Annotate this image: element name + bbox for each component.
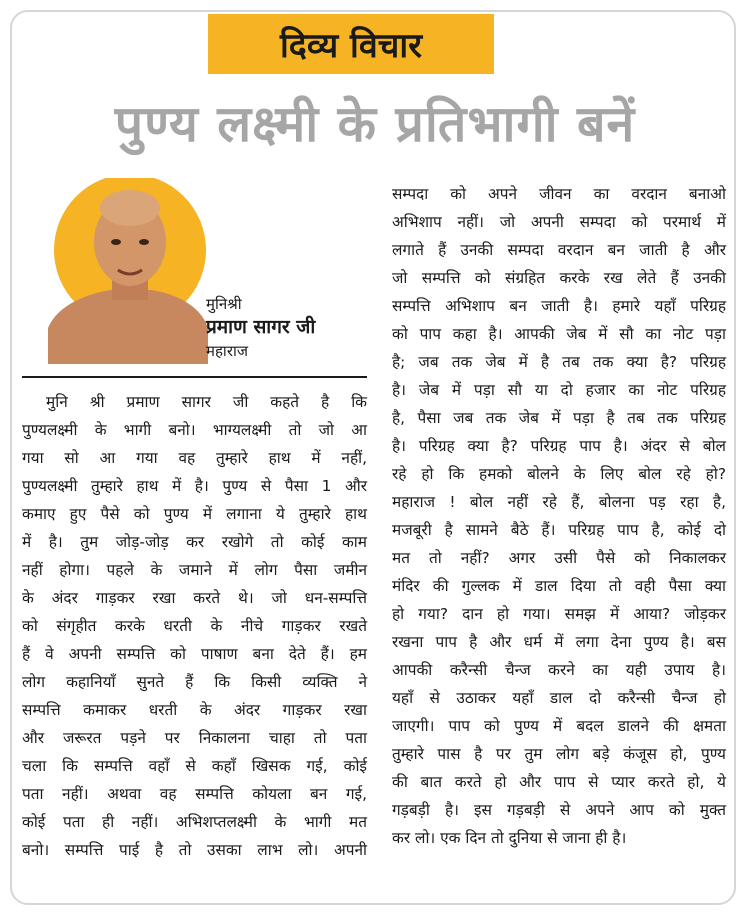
article-line: कमाए हुए पैसे को पुण्य में लगाना ये तुम्हारे हाथ xyxy=(22,505,367,523)
article-line: जाएगी। पाप को पुण्य में बदल डालने की क्षमता xyxy=(392,717,726,735)
article-line: यहाँ से उठाकर यहाँ डाल दो करैन्सी चैन्ज हो xyxy=(392,689,726,707)
article-line: लगाते हैं उनकी सम्पदा वरदान बन जाती है और xyxy=(392,241,726,259)
article-line: पता नहीं। अथवा वह सम्पत्ति कोयला बन गई, xyxy=(22,785,367,803)
article-line: पुण्यलक्ष्मी के भागी बनो। भाग्यलक्ष्मी तो जो आ xyxy=(22,421,367,439)
article-line: हैं वे अपनी सम्पत्ति को पाषाण बना देते हैं। हम xyxy=(22,645,367,663)
article-line: गया सो आ गया वह तुम्हारे हाथ में नहीं, xyxy=(22,449,367,467)
article-line: नहीं होगा। पहले के जमाने में लोग पैसा जमीन xyxy=(22,561,367,579)
article-line: जो सम्पत्ति को संग्रहित करके रख लेते हैं उनकी xyxy=(392,269,726,287)
article-line: की बात करते हो और पाप से प्यार करते हो, ये xyxy=(392,773,726,791)
author-suffix: महाराज xyxy=(206,342,248,360)
article-line: है। जेब में पड़ा सौ या दो हजार का नोट परिग्रह xyxy=(392,381,726,399)
article-line: है। परिग्रह क्या है? परिग्रह पाप है। अंदर से बोल xyxy=(392,437,726,455)
headline: पुण्य लक्ष्मी के प्रतिभागी बनें xyxy=(114,95,636,153)
article-line: गड़बड़ी है। इस गड़बड़ी से अपने आप को मुक्त xyxy=(392,801,726,819)
article-line: कोई पता ही नहीं। अभिशप्तलक्ष्मी के भागी मत xyxy=(22,813,367,831)
article-column-right xyxy=(392,180,726,852)
article-line: कर लो। एक दिन तो दुनिया से जाना ही है। xyxy=(392,829,627,847)
article-line: तुम्हारे पास है पर तुम लोग बड़े कंजूस हो, पुण्य xyxy=(392,745,726,763)
article-line: मुनि श्री प्रमाण सागर जी कहते है कि xyxy=(46,393,367,411)
article-line: सम्पत्ति अभिशाप बन जाती है। हमारे यहाँ परिग्रह xyxy=(392,297,726,315)
section-tag: दिव्य विचार xyxy=(208,14,494,74)
article-line: और जरूरत पड़ने पर निकालना चाहा तो पता xyxy=(22,729,367,747)
column-divider-rule xyxy=(22,376,367,378)
article-line: मत तो नहीं? अगर उसी पैसे को निकालकर xyxy=(392,549,726,567)
article-line: है; जब तक जेब में है तब तक क्या है? परिग्रह xyxy=(392,353,726,371)
article-line: को संगृहीत करके धरती के नीचे गाड़कर रखते xyxy=(22,617,367,635)
article-line: सम्पत्ति कमाकर धरती के अंदर गाड़कर रखा xyxy=(22,701,367,719)
article-line: लोग कहानियाँ सुनते हैं कि किसी व्यक्ति ने xyxy=(22,673,367,691)
article-line: अभिशाप नहीं। जो अपनी सम्पदा को परमार्थ में xyxy=(392,213,726,231)
author-prefix: मुनिश्री xyxy=(206,295,242,313)
article-line: मंदिर की गुल्लक में डाल दिया तो वही पैसा क्या xyxy=(392,577,726,595)
author-photo xyxy=(48,178,208,364)
article-line: हो गया? दान हो गया। समझ में आया? जोड़कर xyxy=(392,605,726,623)
article-line: रहे हो कि हमको बोलने के लिए बोल रहे हो? xyxy=(392,465,726,483)
author-portrait xyxy=(48,178,208,364)
article-line: है, पैसा जब तक जेब में पड़ा है तब तक परिग्रह xyxy=(392,409,726,427)
article-line: सम्पदा को अपने जीवन का वरदान बनाओ xyxy=(392,185,726,203)
article-line: मजबूरी है सामने बैठे हैं। परिग्रह पाप है, कोई दो xyxy=(392,521,726,539)
article-line: बनो। सम्पत्ति पाई है तो उसका लाभ लो। अपनी xyxy=(22,841,367,859)
article-line: चला कि सम्पत्ति वहाँ से कहाँ खिसक गई, कोई xyxy=(22,757,367,775)
article-column-left xyxy=(22,388,367,864)
article-line: पुण्यलक्ष्मी तुम्हारे हाथ में है। पुण्य से पैसा 1 और xyxy=(22,477,367,495)
author-byline xyxy=(206,294,315,362)
article-line: के अंदर गाड़कर रखा करते थे। जो धन-सम्पत्ति xyxy=(22,589,367,607)
article-line: आपकी करैन्सी चैन्ज करने का यही उपाय है। xyxy=(392,661,726,679)
article-line: में है। तुम जोड़-जोड़ कर रखोगे तो कोई काम xyxy=(22,533,367,551)
article-line: रखना पाप है और धर्म में लगा देना पुण्य है। बस xyxy=(392,633,726,651)
article-line: महाराज ! बोल नहीं रहे हैं, बोलना पड़ रहा है, xyxy=(392,493,726,511)
author-name: प्रमाण सागर जी xyxy=(206,316,316,338)
article-line: को पाप कहा है। आपकी जेब में सौ का नोट पड़ा xyxy=(392,325,726,343)
